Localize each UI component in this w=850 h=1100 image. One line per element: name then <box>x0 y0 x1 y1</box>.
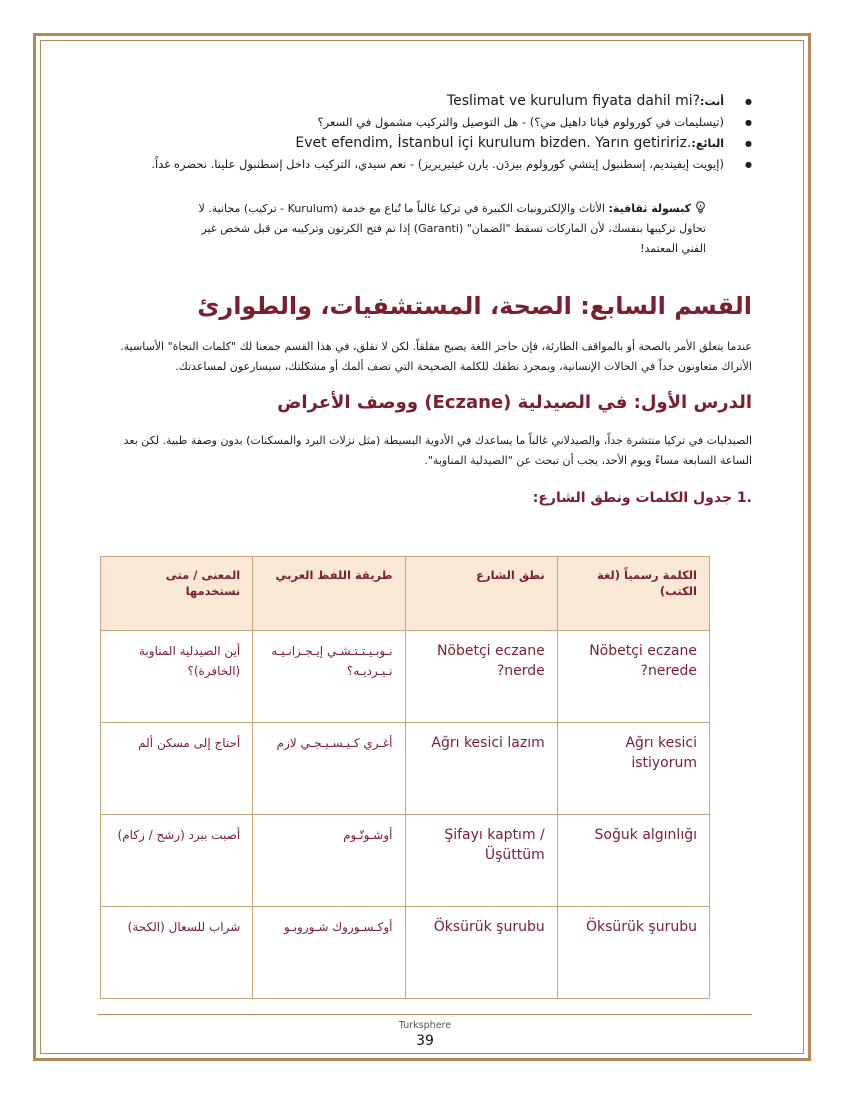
header-formal-word: الكلمة رسمياً (لغة الكتب) <box>557 557 709 631</box>
cell-arabic-pronunciation: أوشـوتّـوم <box>253 815 405 907</box>
cell-meaning: أصبت ببرد (رشح / زكام) <box>101 815 253 907</box>
cell-formal: Ağrı kesici istiyorum <box>557 723 709 815</box>
lightbulb-icon <box>695 201 706 214</box>
cell-formal: Öksürük şurubu <box>557 907 709 999</box>
dialog-line: ● (تيسليمات في كورولوم فياتا داهيل مي؟) - هل التوصيل والتركيب مشمول في السعر؟ <box>98 114 752 131</box>
cell-street: Öksürük şurubu <box>405 907 557 999</box>
header-street-pronunciation: نطق الشارع <box>405 557 557 631</box>
dialog-list <box>98 92 752 173</box>
table-row <box>101 723 710 815</box>
table-row <box>101 631 710 723</box>
footer-brand: Turksphere <box>398 1020 452 1031</box>
dialog-line: ● أنت:Teslimat ve kurulum fiyata dahil mi? <box>98 92 752 111</box>
lesson-intro: الصيدليات في تركيا منتشرة جداً، والصيدلاني غالباً ما يساعدك في الأدوية البسيطة (مثل نزلات البرد والمسكنات) بدون وصفة طبية. لكن بعد الساعة السابعة مساءً ويوم الأحد، يجب أن تبحث عن "الصيدلية المناوبة". <box>123 434 752 467</box>
dialog-line: ● البائع:Evet efendim, İstanbul içi kurulum bizden. Yarın getiririz. <box>98 134 752 153</box>
dialog-line: ● (إيويت إيفينديم، إسطنبول إيتشي كورولوم بيزدَن. يارن غيتيريريز) - نعم سيدي، التركيب داخل إسطنبول علينا. نحضره غداً. <box>98 156 752 173</box>
culture-tip <box>98 199 752 259</box>
cell-arabic-pronunciation: أوكـسـوروك شـوروبـو <box>253 907 405 999</box>
cell-formal: Nöbetçi eczane nerede? <box>557 631 709 723</box>
page-content <box>98 92 752 509</box>
cell-meaning: أحتاج إلى مسكن ألم <box>101 723 253 815</box>
table-header-row <box>101 557 710 631</box>
table-row <box>101 815 710 907</box>
cell-arabic-pronunciation: أغـري كـيـسـيـجـي لازم <box>253 723 405 815</box>
footer-divider <box>98 1014 752 1015</box>
cell-street: Ağrı kesici lazım <box>405 723 557 815</box>
vocabulary-table <box>100 556 710 999</box>
table-row <box>101 907 710 999</box>
cell-meaning: شراب للسعال (الكحة) <box>101 907 253 999</box>
cell-street: Nöbetçi eczane nerde? <box>405 631 557 723</box>
section-title: القسم السابع: الصحة، المستشفيات، والطوارئ <box>197 292 752 320</box>
cell-arabic-pronunciation: نـوبـيـتـتـشـي إيـجـزانـيـه نـيـرديـه؟ <box>253 631 405 723</box>
table-heading: .1 جدول الكلمات ونطق الشارع: <box>532 490 752 506</box>
cell-street: Şifayı kaptım / Üşüttüm <box>405 815 557 907</box>
section-intro: عندما يتعلق الأمر بالصحة أو بالمواقف الطارئة، فإن حاجز اللغة يصبح مقلقاً. لكن لا تقلق، في هذا القسم جمعنا لك "كلمات النجاة" الأساسية. الأتراك متعاونون جداً في الحالات الإنسانية، وبمجرد نطقك للكلمة الصحيحة التي تصف ألمك أو مشكلتك، سيسارعون لمساعدتك. <box>120 340 752 373</box>
header-meaning: المعنى / متى نستخدمها <box>101 557 253 631</box>
tip-text: الأثاث والإلكترونيات الكبيرة في تركيا غالباً ما تُباع مع خدمة (Kurulum - تركيب) مجانية. لا تحاول تركيبها بنفسك، لأن الماركات تسقط "الضمان" (Garanti) إذا تم فتح الكرتون وتركيبه من قبل شخص غير الفني المعتمد! <box>198 202 706 255</box>
header-arabic-pronunciation: طريقة اللفظ العربي <box>253 557 405 631</box>
cell-meaning: أين الصيدلية المناوبة (الخافرة)؟ <box>101 631 253 723</box>
tip-lead: كبسولة ثقافية: <box>608 202 691 215</box>
lesson-title: الدرس الأول: في الصيدلية (Eczane) ووصف الأعراض <box>277 392 752 413</box>
page-number: 39 <box>416 1033 434 1049</box>
cell-formal: Soğuk algınlığı <box>557 815 709 907</box>
